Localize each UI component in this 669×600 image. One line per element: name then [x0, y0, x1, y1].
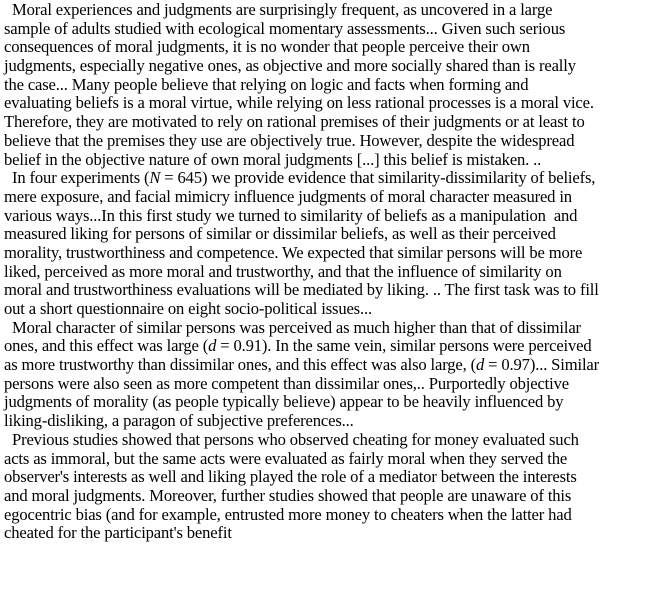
text-segment: = 0.91). In the same vein, similar persons were perceived — [216, 336, 592, 356]
text-line — [4, 244, 669, 263]
text-line — [4, 20, 669, 39]
text-segment: liking-disliking, a paragon of subjective preferences... — [4, 411, 354, 431]
text-line — [4, 356, 669, 375]
text-segment: morality, trustworthiness and competence. We expected that similar persons will be more — [4, 242, 583, 262]
text-segment: various ways...In this first study we turned to similarity of beliefs as a manipulation and — [4, 205, 578, 225]
text-segment: judgments, especially negative ones, as objective and more socially shared than is really — [4, 56, 576, 76]
text-line — [4, 281, 669, 300]
text-segment: out a short questionnaire on eight socio-political issues... — [4, 299, 372, 318]
text-segment: observer's interests as well and liking played the role of a mediator between the interests — [4, 467, 577, 487]
text-segment: persons were also seen as more competent than dissimilar ones,.. Purportedly objective — [4, 373, 569, 393]
text-line — [4, 76, 669, 95]
text-line — [4, 431, 669, 450]
text-segment: = 0.97)... Similar — [484, 355, 599, 375]
text-segment: Therefore, they are motivated to rely on rational premises of their judgments or at least to — [4, 112, 585, 132]
text-segment: egocentric bias (and for example, entrusted more money to cheaters when the latter had — [4, 504, 572, 524]
text-segment: = 645) we provide evidence that similarity-dissimilarity of beliefs, — [160, 168, 596, 188]
text-line — [4, 207, 669, 226]
text-line — [4, 337, 669, 356]
text-line — [4, 57, 669, 76]
text-segment: Moral character of similar persons was perceived as much higher than that of dissimilar — [4, 317, 581, 337]
text-segment: measured liking for persons of similar or dissimilar beliefs, as well as their perceived — [4, 224, 556, 244]
text-line — [4, 319, 669, 338]
italic-symbol: d — [476, 355, 485, 375]
text-line — [4, 263, 669, 282]
text-segment: sample of adults studied with ecological momentary assessments... Given such serious — [4, 18, 566, 38]
text-line — [4, 506, 669, 525]
text-segment: believe that the premises they use are objectively true. However, despite the widespread — [4, 130, 575, 150]
text-line — [4, 169, 669, 188]
text-line — [4, 468, 669, 487]
text-segment: cheated for the participant's benefit — [4, 523, 232, 543]
text-line — [4, 151, 669, 170]
text-segment: as more trustworthy than dissimilar ones, and this effect was also large, ( — [4, 355, 477, 375]
text-line — [4, 412, 669, 431]
text-line — [4, 300, 669, 319]
document-body — [4, 0, 669, 543]
text-segment: ones, and this effect was large ( — [4, 336, 209, 356]
text-segment: liked, perceived as more moral and trustworthy, and that the influence of similarity on — [4, 261, 562, 281]
text-line — [4, 113, 669, 132]
text-segment: the case... Many people believe that relying on logic and facts when forming and — [4, 74, 529, 94]
text-segment: and moral judgments. Moreover, further studies showed that people are unaware of this — [4, 485, 572, 505]
text-line — [4, 375, 669, 394]
text-segment: belief in the objective nature of own moral judgments [...] this belief is mistaken. .. — [4, 149, 542, 169]
text-line — [4, 393, 669, 412]
text-segment: evaluating beliefs is a moral virtue, while relying on less rational processes is a moral vice. — [4, 93, 594, 113]
text-line — [4, 450, 669, 469]
text-segment: judgments of morality (as people typically believe) appear to be heavily influenced by — [4, 392, 564, 412]
text-segment: mere exposure, and facial mimicry influence judgments of moral character measured in — [4, 186, 572, 206]
text-segment: moral and trustworthiness evaluations will be mediated by liking. .. The first task was to fill — [4, 280, 599, 300]
text-line — [4, 94, 669, 113]
italic-symbol: d — [208, 336, 217, 356]
text-segment: acts as immoral, but the same acts were evaluated as fairly moral when they served the — [4, 448, 568, 468]
italic-symbol: N — [149, 168, 161, 188]
text-line — [4, 487, 669, 506]
text-line — [4, 132, 669, 151]
text-segment: consequences of moral judgments, it is no wonder that people perceive their own — [4, 37, 530, 57]
text-segment: Moral experiences and judgments are surprisingly frequent, as uncovered in a large — [4, 0, 553, 19]
text-segment: In four experiments ( — [4, 168, 150, 188]
text-line — [4, 38, 669, 57]
text-line — [4, 1, 669, 20]
text-segment: Previous studies showed that persons who observed cheating for money evaluated such — [4, 429, 579, 449]
text-line — [4, 225, 669, 244]
text-line — [4, 524, 669, 543]
text-line — [4, 188, 669, 207]
